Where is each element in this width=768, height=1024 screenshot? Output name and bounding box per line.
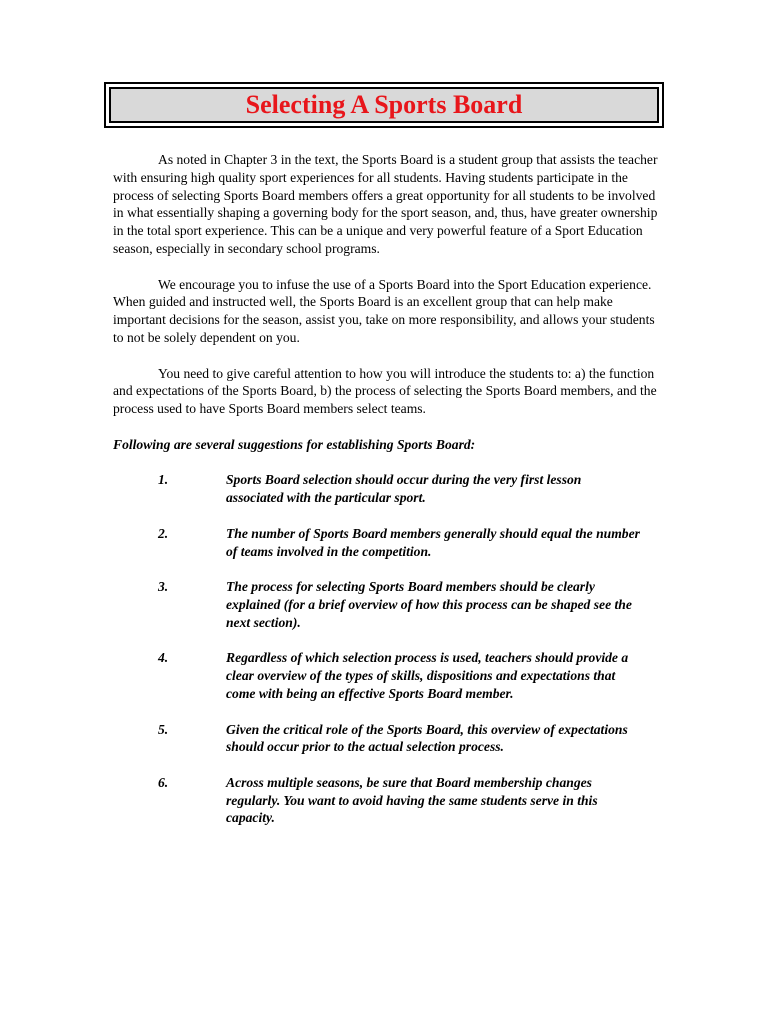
list-item: [113, 649, 658, 702]
list-item-number: 1.: [158, 472, 169, 488]
list-item: [113, 721, 658, 757]
page-title: Selecting A Sports Board: [245, 90, 523, 119]
list-item-number: 2.: [158, 525, 169, 541]
list-item-number: 4.: [158, 650, 169, 666]
list-item: [113, 525, 658, 561]
title-banner: [109, 87, 659, 123]
list-item-number: 3.: [158, 579, 169, 595]
list-item-number: 5.: [158, 721, 169, 737]
document-body: [113, 151, 658, 845]
list-item-text: The number of Sports Board members generally should equal the number of teams involved in the competition.: [226, 525, 640, 559]
list-item-text: Across multiple seasons, be sure that Board membership changes regularly. You want to avoid having the same students serve in this capacity.: [226, 774, 598, 826]
suggestions-heading: Following are several suggestions for establishing Sports Board:: [113, 436, 476, 452]
list-item: [113, 471, 658, 507]
list-item: [113, 774, 658, 827]
suggestions-list: [113, 471, 658, 827]
paragraph-attention: You need to give careful attention to how you will introduce the students to: a) the function and expectations of the Sports Board, b) the process of selecting the Sports Board members, and the process used to have Sports Board members select teams.: [113, 365, 657, 417]
paragraph-intro: As noted in Chapter 3 in the text, the Sports Board is a student group that assists the teacher with ensuring high quality sport experiences for all students. Having students participate in the process of selecting Sports Board members offers a great opportunity for all students to be involved in what essentially shaping a governing body for the sport season, and, thus, have greater ownership in the total sport experience. This can be a unique and very powerful feature of a Sport Education season, especially in secondary school programs.: [113, 152, 658, 256]
list-item-text: Regardless of which selection process is used, teachers should provide a clear overview of the types of skills, dispositions and expectations that come with being an effective Sports Board member.: [226, 650, 629, 701]
title-box: [104, 82, 664, 128]
list-item-text: The process for selecting Sports Board members should be clearly explained (for a brief overview of how this process can be shaped see the next section).: [226, 579, 632, 630]
list-item-text: Sports Board selection should occur during the very first lesson associated with the particular sport.: [226, 472, 582, 506]
list-item-text: Given the critical role of the Sports Board, this overview of expectations should occur prior to the actual selection process.: [226, 721, 628, 755]
list-item-number: 6.: [158, 774, 169, 790]
paragraph-encourage: We encourage you to infuse the use of a Sports Board into the Sport Education experience. When guided and instructed well, the Sports Board is an excellent group that can help make important decisions for the season, assist you, take on more responsibility, and allows your students to not be solely dependent on you.: [113, 276, 655, 345]
list-item: [113, 578, 658, 631]
